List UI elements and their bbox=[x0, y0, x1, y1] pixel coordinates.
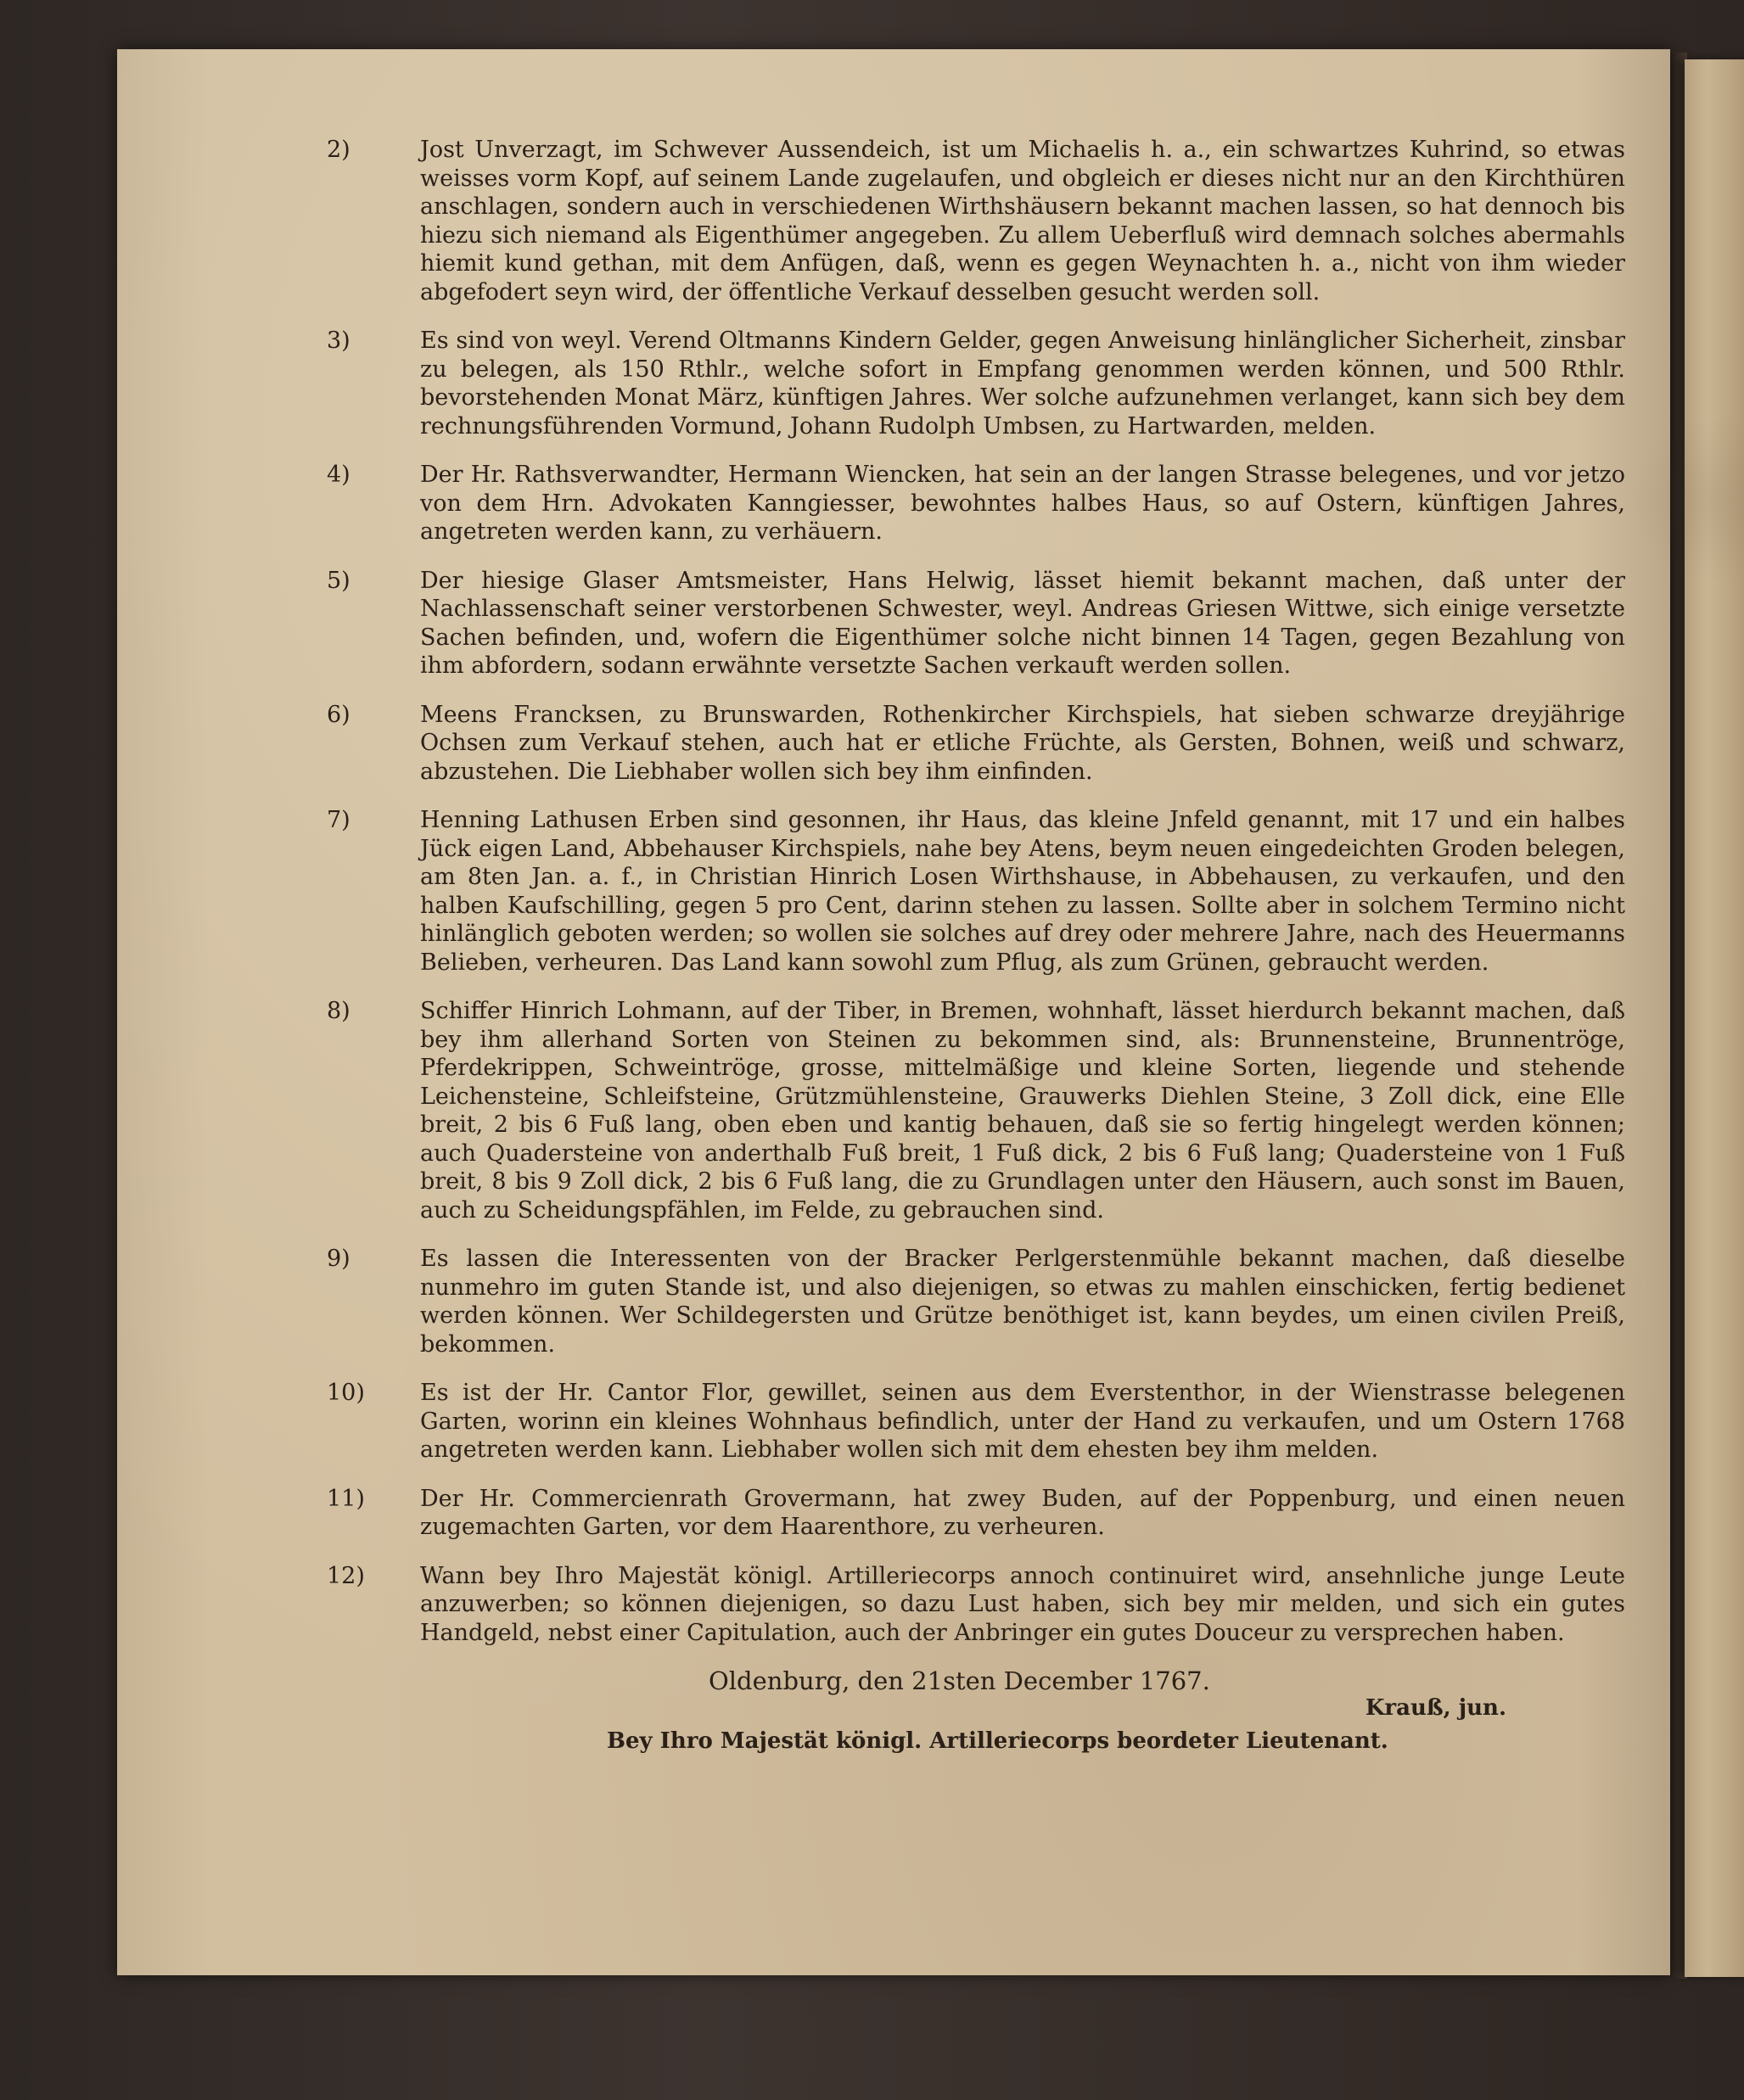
entry-text: Es ist der Hr. Cantor Flor, gewillet, seinen aus dem Everstenthor, in der Wienstrasse belegenen Garten, worinn ein kleines Wohnhaus befindlich, unter der Hand zu verkaufen, und um Ostern 1768 angetreten werden kann. Liebhaber wollen sich mit dem ehesten bey ihm melden. bbox=[420, 1380, 1625, 1463]
signer-name: Krauß, jun. bbox=[1365, 1694, 1506, 1721]
entry-number: 6) bbox=[327, 701, 350, 728]
notice-entry-3 bbox=[327, 327, 1625, 440]
entry-number: 3) bbox=[327, 328, 350, 354]
notice-entry-10 bbox=[327, 1379, 1625, 1464]
entry-text: Es lassen die Interessenten von der Bracker Perlgerstenmühle bekannt machen, daß dieselbe nunmehro im guten Stande ist, und also diejenigen, so etwas zu mahlen einschicken, fertig bedienet werden können. Wer Schildegersten und Grütze benöthiget ist, kann beydes, um einen civilen Preiß, bekommen. bbox=[420, 1246, 1625, 1358]
entry-text: Jost Unverzagt, im Schwever Aussendeich, ist um Michaelis h. a., ein schwartzes Kuhrind, so etwas weisses vorm Kopf, auf seinem Lande zugelaufen, und obgleich er dieses nicht nur an den Kirchthüren anschlagen, sondern auch in verschiedenen Wirthshäusern bekannt machen lassen, so hat dennoch bis hiezu sich niemand als Eigenthümer angegeben. Zu allem Ueberfluß wird demnach solches abermahls hiemit kund gethan, mit dem Anfügen, daß, wenn es gegen Weynachten h. a., nicht von ihm wieder abgefodert seyn wird, der öffentliche Verkauf desselben gesucht werden soll. bbox=[420, 137, 1625, 305]
signer-title: Bey Ihro Majestät königl. Artilleriecorps beordeter Lieutenant. bbox=[607, 1728, 1388, 1754]
entry-text: Der Hr. Commercienrath Grovermann, hat zwey Buden, auf der Poppenburg, und einen neuen zugemachten Garten, vor dem Haarenthore, zu verheuren. bbox=[420, 1485, 1625, 1540]
notice-list bbox=[327, 136, 1625, 1756]
notice-entry-8 bbox=[327, 997, 1625, 1224]
notice-entry-4 bbox=[327, 461, 1625, 546]
notice-entry-7 bbox=[327, 806, 1625, 977]
entry-number: 4) bbox=[327, 462, 350, 488]
notice-entry-2 bbox=[327, 136, 1625, 306]
next-page-edge bbox=[1685, 59, 1744, 1977]
entry-text: Henning Lathusen Erben sind gesonnen, ihr Haus, das kleine Jnfeld genannt, mit 17 und ein halbes Jück eigen Land, Abbehauser Kirchspiels, nahe bey Atens, beym neuen eingedeichten Groden belegen, am 8ten Jan. a. f., in Christian Hinrich Losen Wirthshause, in Abbehausen, zu verkaufen, und den halben Kaufschilling, gegen 5 pro Cent, darinn stehen zu lassen. Sollte aber in solchem Termino nicht hinlänglich geboten werden; so wollen sie solches auf drey oder mehrere Jahre, nach des Heuermanns Belieben, verheuren. Das Land kann sowohl zum Pflug, als zum Grünen, gebraucht werden. bbox=[420, 807, 1625, 976]
entry-text: Der Hr. Rathsverwandter, Hermann Wiencken, hat sein an der langen Strasse belegenes, und vor jetzo von dem Hrn. Advokaten Kanngiesser, bewohntes halbes Haus, so auf Ostern, künftigen Jahres, angetreten werden kann, zu verhäuern. bbox=[420, 462, 1625, 545]
entry-number: 10) bbox=[327, 1380, 365, 1406]
entry-text: Schiffer Hinrich Lohmann, auf der Tiber, in Bremen, wohnhaft, lässet hierdurch bekannt machen, daß bey ihm allerhand Sorten von Steinen zu bekommen sind, als: Brunnensteine, Brunnentröge, Pferdekrippen, Schweintröge, grosse, mittelmäßige und kleine Sorten, liegende und stehende Leichensteine, Schleifsteine, Grützmühlensteine, Grauwerks Diehlen Steine, 3 Zoll dick, eine Elle breit, 2 bis 6 Fuß lang, oben eben und kantig behauen, daß sie so fertig hingelegt werden können; auch Quadersteine von anderthalb Fuß breit, 1 Fuß dick, 2 bis 6 Fuß lang; Quadersteine von 1 Fuß breit, 8 bis 9 Zoll dick, 2 bis 6 Fuß lang, die zu Grundlagen unter den Häusern, auch sonst im Bauen, auch zu Scheidungspfählen, im Felde, zu gebrauchen sind. bbox=[420, 998, 1625, 1224]
entry-number: 11) bbox=[327, 1485, 365, 1512]
notice-entry-9 bbox=[327, 1245, 1625, 1358]
entry-number: 8) bbox=[327, 998, 350, 1024]
notice-entry-11 bbox=[327, 1485, 1625, 1542]
entry-text: Der hiesige Glaser Amtsmeister, Hans Helwig, lässet hiemit bekannt machen, daß unter der Nachlassenschaft seiner verstorbenen Schwester, weyl. Andreas Griesen Wittwe, sich einige versetzte Sachen befinden, und, wofern die Eigenthümer solche nicht binnen 14 Tagen, gegen Bezahlung von ihm abfordern, sodann erwähnte versetzte Sachen verkauft werden sollen. bbox=[420, 567, 1625, 679]
notice-entry-12 bbox=[327, 1562, 1625, 1648]
dateline: Oldenburg, den 21sten December 1767. bbox=[709, 1666, 1210, 1695]
entry-text: Meens Francksen, zu Brunswarden, Rothenkircher Kirchspiels, hat sieben schwarze dreyjährige Ochsen zum Verkauf stehen, auch hat er etliche Früchte, als Gersten, Bohnen, weiß und schwarz, abzustehen. Die Liebhaber wollen sich bey ihm einfinden. bbox=[420, 701, 1625, 785]
entry-number: 5) bbox=[327, 567, 350, 594]
notice-entry-5 bbox=[327, 567, 1625, 680]
entry-number: 7) bbox=[327, 807, 350, 833]
entry-text: Wann bey Ihro Majestät königl. Artilleriecorps annoch continuiret wird, ansehnliche junge Leute anzuwerben; so können diejenigen, so dazu Lust haben, sich bey mir melden, und sich ein gutes Handgeld, nebst einer Capitulation, auch der Anbringer ein gutes Douceur zu versprechen haben. bbox=[420, 1562, 1625, 1646]
notice-entry-6 bbox=[327, 701, 1625, 787]
entry-number: 2) bbox=[327, 137, 350, 163]
entry-text: Es sind von weyl. Verend Oltmanns Kindern Gelder, gegen Anweisung hinlänglicher Sicherheit, zinsbar zu belegen, als 150 Rthlr., welche sofort in Empfang genommen werden können, und 500 Rthlr. bevorstehenden Monat März, künftigen Jahres. Wer solche aufzunehmen verlanget, kann sich bey dem rechnungsführenden Vormund, Johann Rudolph Umbsen, zu Hartwarden, melden. bbox=[420, 328, 1625, 440]
entry-number: 12) bbox=[327, 1562, 365, 1589]
ink-bleed-through bbox=[1628, 414, 1744, 584]
entry-number: 9) bbox=[327, 1246, 350, 1272]
